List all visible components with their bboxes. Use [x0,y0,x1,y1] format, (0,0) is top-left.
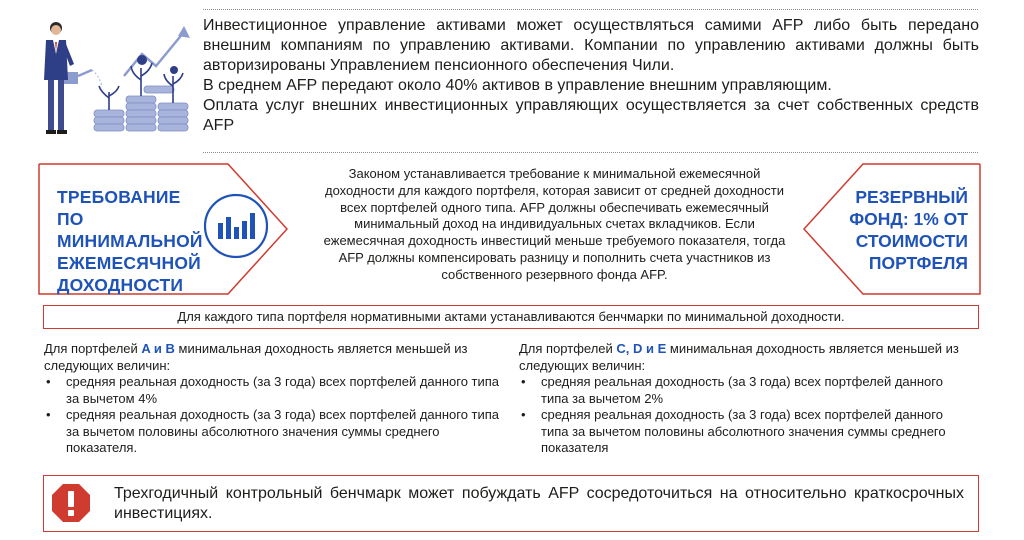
intro-text [203,16,979,136]
requirement-description: Законом устанавливается требование к минимальной ежемесячной доходности для каждого портфеля, которая зависит от средней доходности всех портфелей одного типа. AFP должны обеспечивать ежемесячный минимальный доход на индивидуальных счетах вкладчиков. Если ежемесячная доходность инвестиций меньше требуемого показателя, тогда AFP должны компенсировать разницу и пополнить счета участников из собственного резервного фонда AFP. [323,166,786,282]
rules-cde-prefix: Для портфелей [519,341,617,356]
intro-paragraph-3: Оплата услуг внешних инвестиционных управляющих осуществляется за счет собственных средств AFP [203,97,979,134]
list-item: • средняя реальная доходность (за 3 года) всех портфелей данного типа за вычетом 4% [44,374,514,407]
bar-chart-icon [203,193,269,259]
rules-cde-column [519,341,974,457]
intro-paragraph-2: В среднем AFP передают около 40% активов в управление внешним управляющим. [203,77,832,94]
requirement-title: ТРЕБОВАНИЕ ПО МИНИМАЛЬНОЙ ЕЖЕМЕСЯЧНОЙ ДОХОДНОСТИ [57,187,203,295]
reserve-fund-title: РЕЗЕРВНЫЙ ФОНД: 1% ОТ СТОИМОСТИ ПОРТФЕЛЯ [849,187,968,273]
rules-ab-column [44,341,514,457]
list-item: • средняя реальная доходность (за 3 года) всех портфелей данного типа за вычетом 2% [519,374,974,407]
intro-paragraph-1: Инвестиционное управление активами может осуществляться самими AFP либо быть передано внешним компаниям по управлению активами. Компании по управлению активами должны быть авторизированы Управлением пенсионного обеспечения Чили. [203,17,979,74]
rules-cde-intro [519,341,974,374]
rules-cde-types: C, D и E [616,341,667,356]
exclamation-icon [51,483,91,523]
rules-ab-suffix: минимальная доходность является меньшей из следующих величин: [44,341,468,373]
rules-ab-types: A и B [141,341,175,356]
watering-can-icon [64,70,102,86]
list-item: • средняя реальная доходность (за 3 года) всех портфелей данного типа за вычетом половины абсолютного значения суммы среднего показателя. [44,407,514,457]
rules-cde-list [519,374,974,457]
rules-ab-intro [44,341,514,374]
rules-cde-suffix: минимальная доходность является меньшей из следующих величин: [519,341,959,373]
rules-ab-list [44,374,514,457]
middle-separator [203,152,978,153]
rules-ab-prefix: Для портфелей [44,341,142,356]
top-separator [203,9,978,10]
benchmark-banner: Для каждого типа портфеля нормативными актами устанавливаются бенчмарки по минимальной доходности. [43,305,979,329]
warning-text: Трехгодичный контрольный бенчмарк может побуждать AFP сосредоточиться на относительно краткосрочных инвестициях. [114,485,964,522]
warning-box [43,475,979,532]
list-item: • средняя реальная доходность (за 3 года) всех портфелей данного типа за вычетом половины абсолютного значения суммы среднего показателя [519,407,974,457]
investment-growth-illustration [34,14,194,138]
